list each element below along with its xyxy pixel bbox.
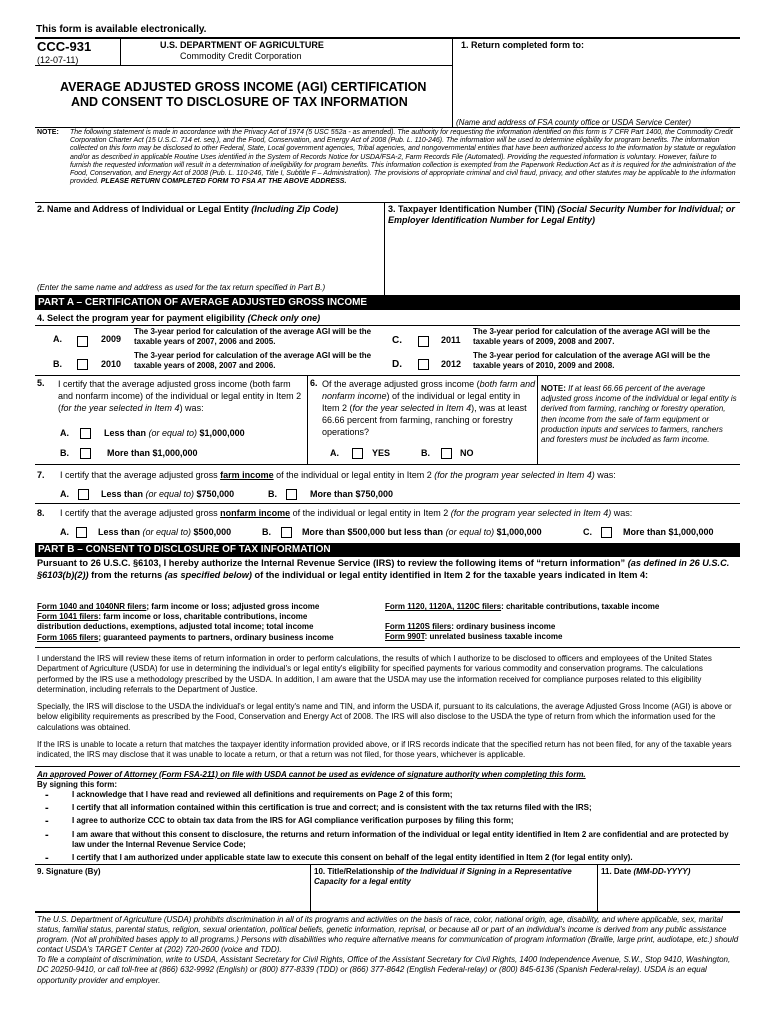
date-field[interactable]: 11. Date (MM-DD-YYYY) <box>601 867 691 876</box>
signature-rule-bottom <box>35 911 740 913</box>
return-item: Form 1120S filers: ordinary business income <box>385 622 556 632</box>
list-item: - I am aware that without this consent to disclosure, the returns and return information of the individual or legal entity identified in Item 2 are confidential and are protected by law under the Internal Revenue Service Code; <box>45 828 729 849</box>
items5-6-rule <box>35 375 740 376</box>
year-d-checkbox[interactable] <box>418 356 429 374</box>
item3-label: 3. Taxpayer Identification Number (TIN) (Social Security Number for Individual; or Employer Identification Number for Legal Entity) <box>388 204 735 225</box>
item5-text: I certify that the average adjusted gross income (both farm and nonfarm income) of the individual or legal entity in Item 2 (for the year selected in Item 4) was: <box>58 379 302 413</box>
availability-note: This form is available electronically. <box>36 24 207 35</box>
item1-label: 1. Return completed form to: <box>461 40 585 50</box>
signature-field[interactable]: 9. Signature (By) <box>37 867 101 876</box>
year-c-desc: The 3-year period for calculation of the average AGI will be the taxable years of 2009, 2008 and 2007. <box>473 327 711 346</box>
year-a-desc: The 3-year period for calculation of the average AGI will be the taxable years of 2007, 2006 and 2005. <box>134 327 372 346</box>
part-b-heading: PART B – CONSENT TO DISCLOSURE OF TAX INFORMATION <box>35 543 740 557</box>
note-rule-top <box>35 127 740 128</box>
items2-3-divider <box>384 202 385 295</box>
list-item: - I certify that all information contained within this certification is true and correct; and is consistent with the tax returns filed with the IRS; <box>45 802 592 815</box>
item6-note: NOTE: If at least 66.66 percent of the average adjusted gross income of the individual or legal entity is derived from farming, ranching or forestry operation, then income from the sale of farm equipment or production inputs and services to farmers, ranchers and foresters must be included as farm income. <box>541 384 737 445</box>
item8-c-letter: C. <box>583 527 592 537</box>
para-rule <box>35 647 740 648</box>
item8-a-checkbox[interactable] <box>76 524 87 542</box>
item7-number: 7. <box>37 470 45 480</box>
year-b-letter: B. <box>53 359 62 369</box>
signature-divider-1 <box>310 864 311 912</box>
return-item: Form 1041 filers: farm income or loss, charitable contributions, income <box>37 612 308 622</box>
title-relationship-field[interactable]: 10. Title/Relationship of the Individual if Signing in a Representative Capacity for a legal entity <box>314 867 572 887</box>
return-item: Form 1120, 1120A, 1120C filers: charitable contributions, taxable income <box>385 602 660 611</box>
item2-footnote: (Enter the same name and address as used for the tax return specified in Part B.) <box>37 283 326 292</box>
item8-rule <box>35 503 740 504</box>
disclosure-paragraph-2: Specially, the IRS will disclose to the USDA the individual's or legal entity's name and TIN, and inform the USDA if, pursuant to its calculations, the average Adjusted Gross Income (AGI) is above or below eligibility requirements as prescribed by the Food, Conservation and Energy Act of 2008. The IRS will also disclose to the USDA the type of return from which the information used for the calculations was obtained. <box>37 702 732 732</box>
year-d-year: 2012 <box>441 359 462 369</box>
list-item: - I certify that I am authorized under applicable state law to execute this consent on behalf of the legal entity identified in Item 2 (for legal entity only). <box>45 852 633 865</box>
item6-no-checkbox[interactable] <box>441 445 452 463</box>
item7-a-label: Less than (or equal to) $750,000 <box>101 489 235 499</box>
year-d-desc: The 3-year period for calculation of the average AGI will be the taxable years of 2010, 2009 and 2008. <box>473 351 711 370</box>
department-name: U.S. DEPARTMENT OF AGRICULTURE <box>160 40 324 50</box>
item5-b-letter: B. <box>60 448 69 458</box>
return-item: Form 1040 and 1040NR filers; farm income or loss; adjusted gross income <box>37 602 320 611</box>
disclosure-paragraph-3: If the IRS is unable to locate a return that matches the taxpayer identity information provided above, or if IRS records indicate that the specified return has not been filed, for any of the taxable years indicated, the IRS may disclose that it was unable to locate a return, or that a return was not filed, for those years, whichever is applicable. <box>37 740 732 760</box>
item7-text: I certify that the average adjusted gross farm income of the individual or legal entity in Item 2 (for the program year selected in Item 4) was: <box>60 470 616 480</box>
year-b-checkbox[interactable] <box>77 356 88 374</box>
item8-text: I certify that the average adjusted gross nonfarm income of the individual or legal entity in Item 2 (for the program year selected in Item 4) was: <box>60 508 633 518</box>
part-b-intro: Pursuant to 26 U.S.C. §6103, I hereby authorize the Internal Revenue Service (IRS) to review the following items of “return information” (as defined in 26 U.S.C. §6103(b)(2)) from the returns (as specified below) of the individual or legal entity identified in Item 2 for the taxable years indicated in Item 4: <box>37 558 730 580</box>
year-a-letter: A. <box>53 334 62 344</box>
returns-right-list <box>385 602 735 643</box>
header-rule <box>35 65 452 66</box>
item8-b-label: More than $500,000 but less than (or equal to) $1,000,000 <box>302 527 542 537</box>
item5-a-letter: A. <box>60 428 69 438</box>
item6-number: 6. <box>310 378 318 388</box>
item6-yes-checkbox[interactable] <box>352 445 363 463</box>
year-b-desc: The 3-year period for calculation of the average AGI will be the taxable years of 2008, 2007 and 2006. <box>134 351 372 370</box>
item7-b-letter: B. <box>268 489 277 499</box>
item8-a-letter: A. <box>60 527 69 537</box>
list-item: - I agree to authorize CCC to obtain tax data from the IRS for AGI compliance verification purposes by filing this form; <box>45 815 514 828</box>
form-date: (12-07-11) <box>37 55 79 65</box>
item6-b-letter: B. <box>421 448 430 458</box>
item7-b-label: More than $750,000 <box>310 489 394 499</box>
form-title-line1: AVERAGE ADJUSTED GROSS INCOME (AGI) CERTIFICATION <box>60 80 427 94</box>
item8-b-letter: B. <box>262 527 271 537</box>
item8-c-checkbox[interactable] <box>601 524 612 542</box>
item5-b-checkbox[interactable] <box>80 445 91 463</box>
power-of-attorney-note: An approved Power of Attorney (Form FSA-211) on file with USDA cannot be used as evidence of signature authority when completing this form. <box>37 770 586 779</box>
item7-a-letter: A. <box>60 489 69 499</box>
signature-rule-top <box>35 864 740 865</box>
item6-text: Of the average adjusted gross income (both farm and nonfarm income) of the individual or legal entity in Item 2 (for the year selected in Item 4), was at least 66.66 percent from farming, ranching or forestry operations? <box>322 379 536 437</box>
item7-b-checkbox[interactable] <box>286 486 297 504</box>
item2-label: 2. Name and Address of Individual or Legal Entity (Including Zip Code) <box>37 204 339 214</box>
item6-no-label: NO <box>460 448 474 458</box>
item5-6-divider <box>307 375 308 464</box>
items2-3-rule <box>35 202 740 203</box>
item5-number: 5. <box>37 378 45 388</box>
item5-b-label: More than $1,000,000 <box>107 448 198 458</box>
privacy-note-return: PLEASE RETURN COMPLETED FORM TO FSA AT THE ABOVE ADDRESS. <box>100 178 347 186</box>
item6-a-letter: A. <box>330 448 339 458</box>
form-title-line2: AND CONSENT TO DISCLOSURE OF TAX INFORMATION <box>71 95 408 109</box>
by-signing-label: By signing this form: <box>37 780 117 789</box>
year-c-checkbox[interactable] <box>418 333 429 351</box>
privacy-note-text: The following statement is made in accordance with the Privacy Act of 1974 (5 USC 552a - as amended). The authority for requesting the information identified on this form is 7 CFR Part 1400, the Commodity Credit Corporation Charter Act (15 U.S.C. 714 et. seq.), and the Food, Conservation, and Energy Act of 2008 (Pub. L. 110-246). The information will be used to determine eligibility for program benefits. The information collected on this form may be disclosed to other Federal, State, Local government agencies, Tribal agencies, and nongovernmental entities that have been authorized access to the information by statute or regulation and/or as described in applicable Routine Uses identified in the System of Records Notice for USDA/FSA-2, Farm Records File (Automated). Providing the requested information is voluntary. However, failure to furnish the requested information will result in a determination of ineligibility for program benefits. This information collection is exempted from the Paperwork Reduction Act as it is required for the administration of the Food, Conservation, and Energy Act of 2008 (Pub. L. 110-246, Title I, Subtitle F – Administration). The provisions of appropriate criminal and civil fraud, privacy, and other statutes may be applicable to the information provided. <box>70 129 736 186</box>
item4-label: 4. Select the program year for payment eligibility (Check only one) <box>37 313 321 323</box>
note6-divider <box>537 375 538 464</box>
nondiscrimination-statement: The U.S. Department of Agriculture (USDA) prohibits discrimination in all of its programs and activities on the basis of race, color, national origin, age, disability, and where applicable, sex, marital status, familial status, parental status, religion, sexual orientation, political beliefs, genetic information, reprisal, or because all or part of an individual's income is derived from any public assistance program. (Not all prohibited bases apply to all programs.) Persons with disabilities who require alternative means for communication of program information (Braille, large print, audiotape, etc.) should contact USDA's TARGET Center at (202) 720-2600 (voice and TDD). To file a complaint of discrimination, write to USDA, Assistant Secretary for Civil Rights, Office of the Assistant Secretary for Civil Rights, 1400 Independence Avenue, S.W., Stop 9410, Washington, DC 20250-9410, or call toll-free at (866) 632-9992 (English) or (800) 877-8339 (TDD) or (866) 377-8642 (English Federal-relay) or (800) 845-6136 (Spanish Federal-relay). USDA is an equal opportunity provider and employer. <box>37 915 739 985</box>
year-d-letter: D. <box>392 359 402 370</box>
item6-yes-label: YES <box>372 448 391 458</box>
header-divider <box>120 37 121 65</box>
item8-c-label: More than $1,000,000 <box>623 527 714 537</box>
form-number: CCC-931 <box>37 39 92 54</box>
return-item: Form 990T: unrelated business taxable income <box>385 632 563 642</box>
poa-rule <box>35 766 740 767</box>
year-c-year: 2011 <box>441 335 461 345</box>
return-item: Form 1065 filers; guaranteed payments to partners, ordinary business income <box>37 632 334 642</box>
item8-number: 8. <box>37 508 45 518</box>
item5-a-label: Less than (or equal to) $1,000,000 <box>104 428 245 438</box>
part-a-heading: PART A – CERTIFICATION OF AVERAGE ADJUSTED GROSS INCOME <box>35 295 740 310</box>
disclosure-paragraph-1: I understand the IRS will review these items of return information in order to perform calculations, the results of which I authorize to be disclosed to officers and employees of the United States Department of Agriculture (USDA) for use in determining the individual's or legal entity's eligibility for specified payments for various commodity and conservation programs. The calculations performed by the IRS use a methodology prescribed by the USDA. In addition, I am aware that the USDA may use the information received for compliance purposes related to this eligibility determination, including referrals to the Department of Justice. <box>37 654 712 694</box>
top-rule <box>35 37 740 39</box>
signature-divider-2 <box>597 864 598 912</box>
privacy-note <box>70 129 738 186</box>
item5-a-checkbox[interactable] <box>80 425 91 443</box>
item4-rule <box>35 325 740 326</box>
year-b-year: 2010 <box>101 359 122 369</box>
agency-name: Commodity Credit Corporation <box>180 51 302 61</box>
item7-rule <box>35 464 740 465</box>
item7-a-checkbox[interactable] <box>78 486 89 504</box>
year-c-letter: C. <box>392 335 402 346</box>
item8-a-label: Less than (or equal to) $500,000 <box>98 527 232 537</box>
list-item: - I acknowledge that I have read and reviewed all definitions and requirements on Page 2 of this form; <box>45 789 453 801</box>
return-item: distribution deductions, exemptions, adjusted total income; total income <box>37 622 314 632</box>
year-a-checkbox[interactable] <box>77 333 88 351</box>
year-a-year: 2009 <box>101 334 122 344</box>
certification-bullets <box>37 790 737 863</box>
item1-sublabel: (Name and address of FSA county office or USDA Service Center) <box>456 118 692 127</box>
privacy-note-label: NOTE: <box>37 129 59 136</box>
item1-divider <box>452 37 453 128</box>
item8-b-checkbox[interactable] <box>281 524 292 542</box>
returns-left-list <box>37 602 387 643</box>
